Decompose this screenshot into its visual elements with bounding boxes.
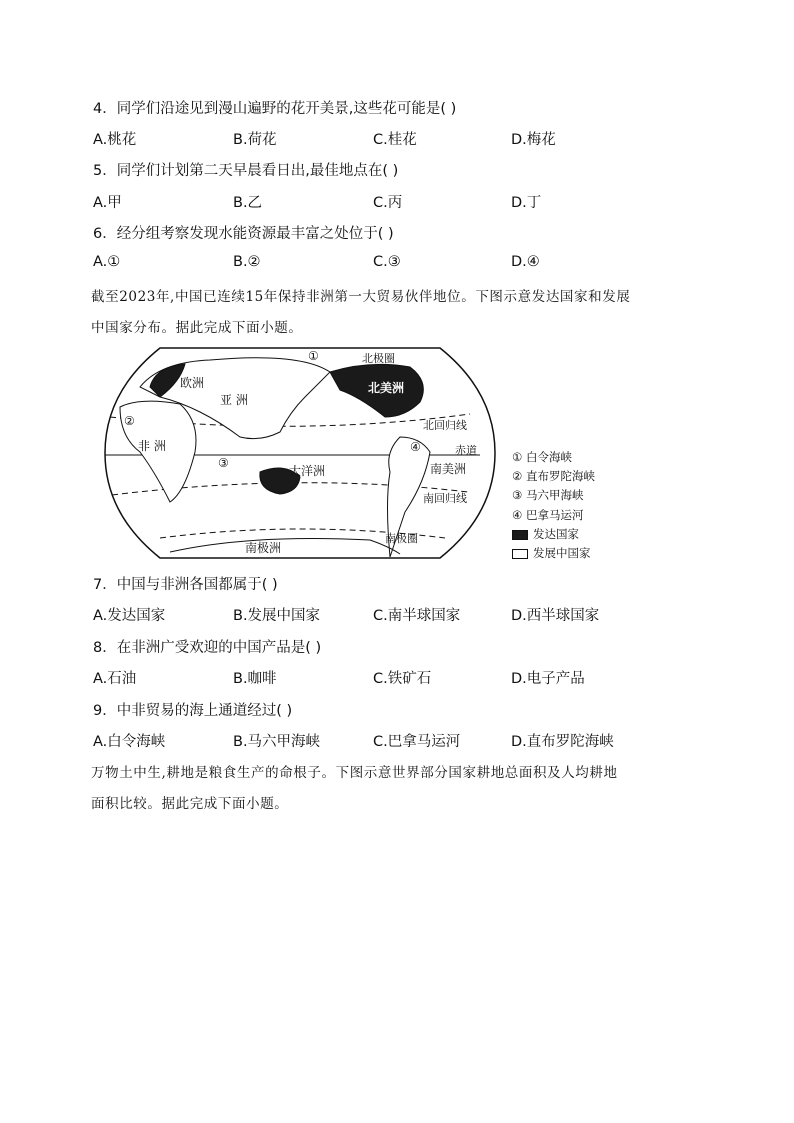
q4-option-b: B.荷花 bbox=[233, 132, 277, 148]
marker-3: ③ bbox=[218, 456, 229, 470]
q8-option-d: D.电子产品 bbox=[511, 671, 585, 687]
world-map bbox=[100, 342, 500, 564]
label-europe: 欧洲 bbox=[180, 376, 205, 390]
legend-developing-label: 发展中国家 bbox=[533, 546, 591, 560]
legend-panama-canal: ④ 巴拿马运河 bbox=[512, 508, 584, 522]
legend-gibraltar-strait: ② 直布罗陀海峡 bbox=[512, 469, 595, 483]
q9-option-c: C.巴拿马运河 bbox=[373, 734, 461, 750]
question-6-stem: 6．经分组考察发现水能资源最丰富之处位于( ) bbox=[93, 226, 394, 242]
label-north-america: 北美洲 bbox=[368, 381, 405, 395]
label-equator: 赤道 bbox=[455, 444, 477, 457]
passage-1-line-1: 截至2023年,中国已连续15年保持非洲第一大贸易伙伴地位。下图示意发达国家和发展 bbox=[91, 289, 631, 305]
q9-option-d: D.直布罗陀海峡 bbox=[511, 734, 614, 750]
q7-option-a: A.发达国家 bbox=[93, 608, 166, 624]
q8-option-b: B.咖啡 bbox=[233, 671, 277, 687]
question-4-stem: 4．同学们沿途见到漫山遍野的花开美景,这些花可能是( ) bbox=[93, 101, 457, 117]
q7-option-d: D.西半球国家 bbox=[511, 608, 600, 624]
label-south-america: 南美洲 bbox=[430, 462, 467, 476]
q6-option-a: A.① bbox=[93, 254, 121, 270]
q6-option-c: C.③ bbox=[373, 254, 401, 270]
legend-developing bbox=[512, 545, 591, 561]
legend-malacca-strait: ③ 马六甲海峡 bbox=[512, 488, 584, 502]
label-africa: 非 洲 bbox=[138, 439, 166, 453]
developed-swatch bbox=[512, 530, 528, 540]
q5-option-d: D.丁 bbox=[511, 195, 542, 211]
q6-option-d: D.④ bbox=[511, 254, 540, 270]
label-tropic-of-capricorn: 南回归线 bbox=[423, 492, 467, 505]
question-8-stem: 8．在非洲广受欢迎的中国产品是( ) bbox=[93, 640, 322, 656]
q9-option-a: A.白令海峡 bbox=[93, 734, 166, 750]
label-arctic-circle: 北极圈 bbox=[362, 352, 395, 365]
q4-option-a: A.桃花 bbox=[93, 132, 137, 148]
q4-option-d: D.梅花 bbox=[511, 132, 556, 148]
q4-option-c: C.桂花 bbox=[373, 132, 417, 148]
label-antarctica: 南极洲 bbox=[245, 541, 282, 555]
marker-2: ② bbox=[124, 414, 135, 428]
passage-1-line-2: 中国家分布。据此完成下面小题。 bbox=[91, 320, 303, 336]
passage-2-line-1: 万物土中生,耕地是粮食生产的命根子。下图示意世界部分国家耕地总面积及人均耕地 bbox=[91, 765, 618, 781]
question-5-stem: 5．同学们计划第二天早晨看日出,最佳地点在( ) bbox=[93, 163, 399, 179]
developing-swatch bbox=[512, 549, 528, 559]
label-asia: 亚 洲 bbox=[220, 393, 248, 407]
marker-4: ④ bbox=[410, 440, 421, 454]
label-tropic-of-cancer: 北回归线 bbox=[423, 419, 467, 432]
marker-1: ① bbox=[308, 349, 319, 363]
q7-option-c: C.南半球国家 bbox=[373, 608, 461, 624]
q8-option-c: C.铁矿石 bbox=[373, 671, 432, 687]
legend-developed-label: 发达国家 bbox=[533, 527, 579, 541]
q8-option-a: A.石油 bbox=[93, 671, 137, 687]
q6-option-b: B.② bbox=[233, 254, 261, 270]
passage-2-line-2: 面积比较。据此完成下面小题。 bbox=[91, 796, 289, 812]
q5-option-a: A.甲 bbox=[93, 195, 122, 211]
legend-developed bbox=[512, 526, 579, 542]
question-9-stem: 9．中非贸易的海上通道经过( ) bbox=[93, 703, 293, 719]
label-antarctic-circle: 南极圈 bbox=[385, 532, 418, 545]
q5-option-c: C.丙 bbox=[373, 195, 403, 211]
question-7-stem: 7．中国与非洲各国都属于( ) bbox=[93, 577, 278, 593]
legend-bering-strait: ① 白令海峡 bbox=[512, 450, 572, 464]
label-oceania: 大洋洲 bbox=[289, 464, 326, 478]
q5-option-b: B.乙 bbox=[233, 195, 263, 211]
q7-option-b: B.发展中国家 bbox=[233, 608, 321, 624]
q9-option-b: B.马六甲海峡 bbox=[233, 734, 321, 750]
